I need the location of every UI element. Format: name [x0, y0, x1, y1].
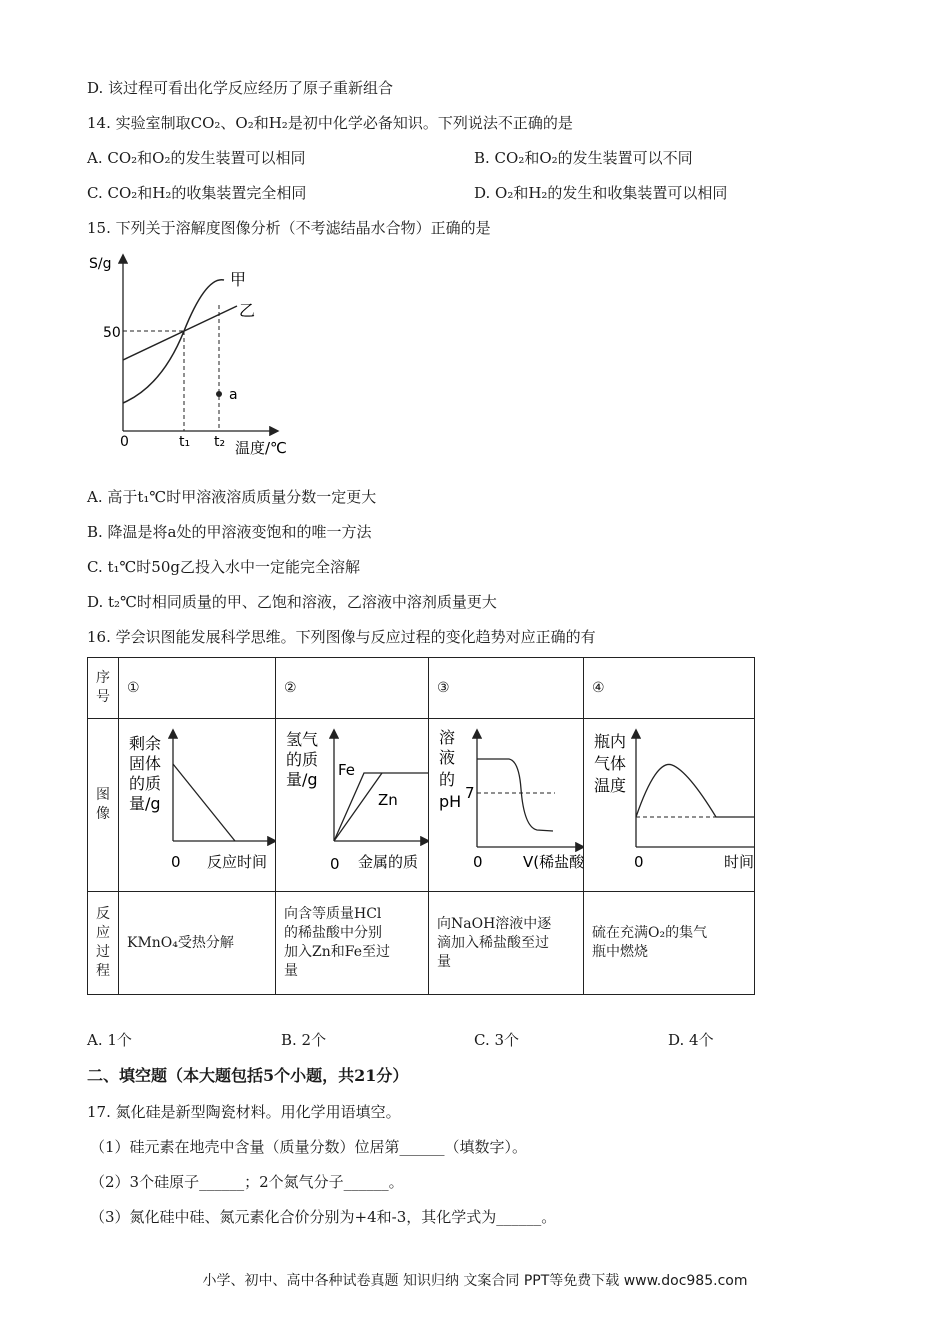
line-yi — [123, 306, 237, 360]
series-yi-label: 乙 — [239, 301, 256, 320]
origin-label: 0 — [120, 434, 129, 450]
svg-text:反应时间: 反应时间 — [207, 853, 268, 871]
col-1-number: ① — [119, 658, 276, 719]
q17-part-3: （3）氮化硅中硅、氮元素化合价分别为+4和-3，其化学式为______。 — [90, 1208, 557, 1226]
q16-option-a: A. 1个 — [87, 1031, 132, 1049]
graph-temperature — [584, 719, 754, 887]
svg-text:0: 0 — [634, 853, 644, 871]
graph-ph — [429, 719, 583, 887]
svg-text:Zn: Zn — [378, 791, 398, 809]
t2-label: t₂ — [214, 434, 226, 450]
graph-3-cell — [429, 719, 584, 892]
row-label-process: 反 应 过 程 — [88, 892, 119, 995]
trend-line-1 — [173, 764, 235, 841]
q15-option-c: C. t₁℃时50g乙投入水中一定能完全溶解 — [87, 558, 360, 576]
q14-option-c: C. CO₂和H₂的收集装置完全相同 — [87, 184, 307, 202]
process-1: KMnO₄受热分解 — [119, 892, 276, 995]
x-axis-label: 温度/℃ — [235, 439, 287, 457]
q14-stem: 14. 实验室制取CO₂、O₂和H₂是初中化学必备知识。下列说法不正确的是 — [87, 114, 573, 132]
q17-part-1: （1）硅元素在地壳中含量（质量分数）位居第______（填数字）。 — [90, 1138, 528, 1156]
svg-text:液: 液 — [439, 748, 456, 767]
line-zn — [334, 773, 382, 841]
svg-text:0: 0 — [330, 855, 340, 873]
svg-text:0: 0 — [473, 853, 483, 871]
svg-text:固体: 固体 — [129, 754, 162, 773]
row-label-number: 序 号 — [88, 658, 119, 719]
q15-option-b: B. 降温是将a处的甲溶液变饱和的唯一方法 — [87, 523, 372, 541]
col-4-number: ④ — [584, 658, 755, 719]
svg-text:pH: pH — [439, 792, 462, 811]
q13-option-d: D. 该过程可看出化学反应经历了原子重新组合 — [87, 79, 394, 97]
point-a — [216, 391, 222, 397]
point-a-label: a — [229, 387, 238, 403]
series-jia-label: 甲 — [230, 270, 247, 289]
svg-text:瓶内: 瓶内 — [594, 732, 627, 751]
graph-1-cell — [119, 719, 276, 892]
q16-option-b: B. 2个 — [281, 1031, 327, 1049]
q14-option-b: B. CO₂和O₂的发生装置可以不同 — [474, 149, 693, 167]
svg-text:氢气: 氢气 — [286, 730, 319, 749]
process-4: 硫在充满O₂的集气 瓶中燃烧 — [584, 892, 755, 995]
q17-part-2: （2）3个硅原子______；2个氮气分子______。 — [90, 1173, 404, 1191]
solubility-graph — [87, 248, 302, 463]
svg-text:的质: 的质 — [129, 774, 162, 793]
svg-text:金属的质: 金属的质 — [358, 853, 419, 871]
process-3: 向NaOH溶液中逐 滴加入稀盐酸至过 量 — [429, 892, 584, 995]
graph-metals — [276, 719, 428, 887]
q15-option-a: A. 高于t₁℃时甲溶液溶质质量分数一定更大 — [87, 488, 377, 506]
q16-option-c: C. 3个 — [474, 1031, 520, 1049]
q15-stem: 15. 下列关于溶解度图像分析（不考滤结晶水合物）正确的是 — [87, 219, 491, 237]
svg-text:气体: 气体 — [594, 754, 627, 773]
svg-text:0: 0 — [171, 853, 181, 871]
curve-jia — [123, 280, 224, 403]
svg-text:的质: 的质 — [286, 750, 319, 769]
row-graphs — [88, 719, 755, 892]
svg-text:量/g: 量/g — [129, 794, 161, 813]
col-3-number: ③ — [429, 658, 584, 719]
q14-option-d: D. O₂和H₂的发生和收集装置可以相同 — [474, 184, 728, 202]
svg-text:溶: 溶 — [439, 728, 456, 747]
svg-text:的: 的 — [439, 770, 456, 789]
y-mark-50: 50 — [103, 325, 121, 341]
graph-2-cell — [276, 719, 429, 892]
process-2: 向含等质量HCl 的稀盐酸中分别 加入Zn和Fe至过 量 — [276, 892, 429, 995]
row-label-graph: 图 像 — [88, 719, 119, 892]
q17-stem: 17. 氮化硅是新型陶瓷材料。用化学用语填空。 — [87, 1103, 401, 1121]
svg-text:量/g: 量/g — [286, 770, 318, 789]
q15-option-d: D. t₂℃时相同质量的甲、乙饱和溶液，乙溶液中溶剂质量更大 — [87, 593, 497, 611]
page-footer: 小学、初中、高中各种试卷真题 知识归纳 文案合同 PPT等免费下载 www.doc985.com — [202, 1273, 748, 1289]
col-2-number: ② — [276, 658, 429, 719]
row-number — [88, 658, 755, 719]
t1-label: t₁ — [179, 434, 191, 450]
svg-text:剩余: 剩余 — [129, 734, 162, 753]
temp-curve — [636, 764, 754, 817]
graph-kmno4 — [119, 719, 275, 887]
svg-text:时间: 时间 — [724, 853, 754, 871]
row-process — [88, 892, 755, 995]
graph-4-cell — [584, 719, 755, 892]
svg-text:V(稀盐酸: V(稀盐酸 — [523, 853, 583, 871]
svg-text:Fe: Fe — [338, 761, 356, 779]
q14-option-a: A. CO₂和O₂的发生装置可以相同 — [87, 149, 306, 167]
q16-option-d: D. 4个 — [668, 1031, 714, 1049]
y-axis-label: S/g — [89, 256, 112, 272]
section-2-heading: 二、填空题（本大题包括5个小题，共21分） — [87, 1066, 409, 1085]
svg-text:温度: 温度 — [594, 776, 627, 795]
q16-stem: 16. 学会识图能发展科学思维。下列图像与反应过程的变化趋势对应正确的有 — [87, 628, 596, 646]
q16-table — [87, 657, 755, 995]
ph-curve — [477, 759, 553, 831]
svg-text:7: 7 — [465, 784, 475, 802]
